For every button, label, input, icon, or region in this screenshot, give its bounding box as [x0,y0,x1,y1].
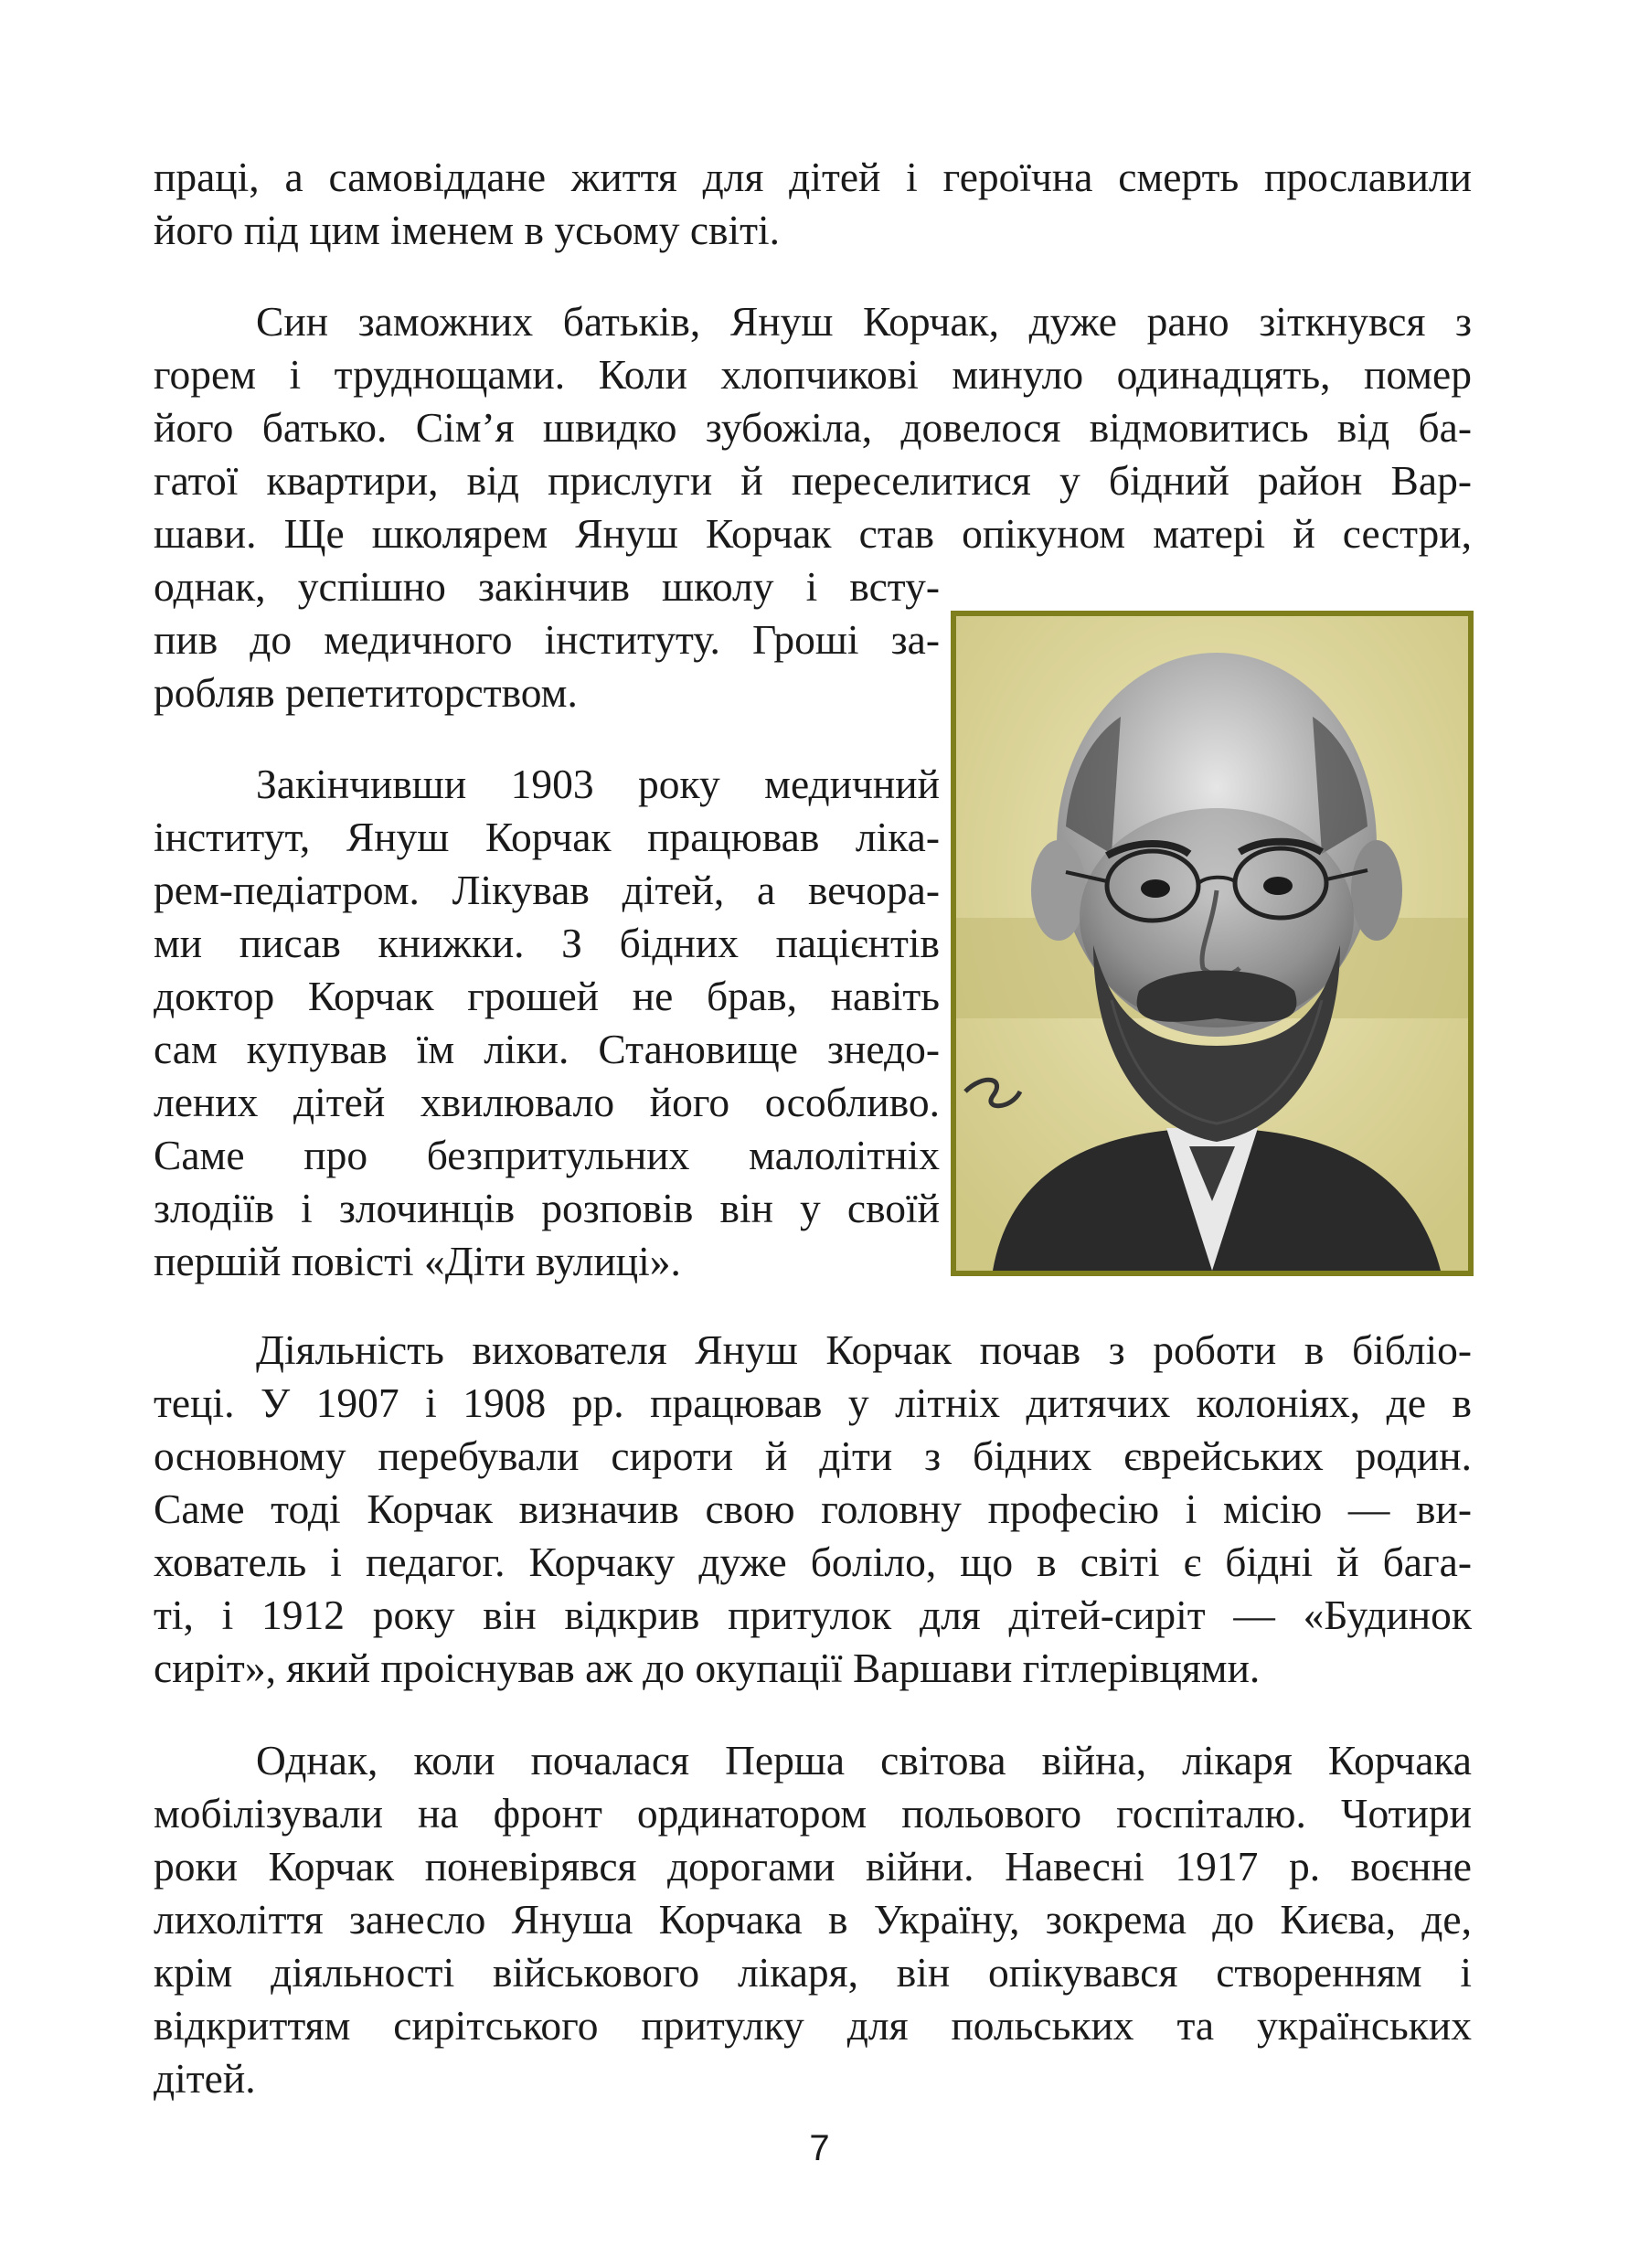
text-line: Саме про безпритульних малолітніх [154,1132,940,1178]
text-line: хователь і педагог. Корчаку дуже боліло, що в світі є бідні й бага- [154,1539,1472,1585]
paragraph-2 [154,295,1472,560]
text-line: першій повісті «Діти вулиці». [154,1238,681,1284]
text-line: однак, успішно закінчив школу і всту- [154,563,940,610]
text-line: праці, а самовіддане життя для дітей і героїчна смерть прославили [154,154,1472,200]
text-line: його під цим іменем в усьому світі. [154,207,781,253]
text-line: Син заможних батьків, Януш Корчак, дуже рано зіткнувся з [256,298,1472,345]
portrait-photo-icon [951,611,1474,1276]
text-line: Однак, коли почалася Перша світова війна, лікаря Корчака [256,1737,1472,1784]
text-line: сиріт», який проіснував аж до окупації Варшави гітлерівцями. [154,1645,1261,1691]
text-line: пив до медичного інституту. Гроші за- [154,616,940,663]
text-line: робляв репетиторством. [154,669,578,716]
text-line: лених дітей хвилювало його особливо. [154,1079,940,1125]
text-line: Діяльність вихователя Януш Корчак почав з роботи в бібліо- [256,1326,1472,1373]
text-line: шави. Ще школярем Януш Корчак став опікуном матері й сестри, [154,510,1472,557]
text-line: роки Корчак поневірявся дорогами війни. Навесні 1917 р. воєнне [154,1843,1472,1890]
text-line: теці. У 1907 і 1908 рр. працював у літніх дитячих колоніях, де в [154,1379,1472,1426]
paragraph-3 [154,758,940,1288]
text-line: його батько. Сім’я швидко зубожіла, довелося відмовитись від ба- [154,404,1472,451]
portrait-illustration [956,616,1468,1271]
text-line: Закінчивши 1903 року медичний [256,761,940,807]
text-line: мобілізували на фронт ординатором польового госпіталю. Чотири [154,1790,1472,1837]
text-line: ми писав книжки. З бідних пацієнтів [154,920,940,966]
text-line: доктор Корчак грошей не брав, навіть [154,973,940,1019]
page-number: 7 [809,2128,830,2168]
text-line: ті, і 1912 року він відкрив притулок для дітей-сиріт — «Будинок [154,1592,1472,1638]
text-line: крім діяльності військового лікаря, він опікувався створенням і [154,1949,1472,1996]
text-line: основному перебували сироти й діти з бідних єврейських родин. [154,1432,1472,1479]
paragraph-1 [154,151,1472,257]
text-line: гатої квартири, від прислуги й переселитися у бідний район Вар- [154,457,1472,504]
text-line: рем-педіатром. Лікував дітей, а вечора- [154,867,940,913]
text-line: дітей. [154,2055,256,2102]
paragraph-4 [154,1324,1472,1695]
text-line: сам купував їм ліки. Становище знедо- [154,1026,940,1072]
text-line: Саме тоді Корчак визначив свою головну професію і місію — ви- [154,1485,1472,1532]
text-line: злодіїв і злочинців розповів він у своїй [154,1185,940,1231]
paragraph-2-narrow [154,560,940,719]
paragraph-5 [154,1734,1472,2105]
text-line: горем і труднощами. Коли хлопчикові минуло одинадцять, помер [154,351,1472,398]
text-line: лихоліття занесло Януша Корчака в Україну, зокрема до Києва, де, [154,1896,1472,1943]
text-line: відкриттям сирітського притулку для польських та українських [154,2002,1472,2049]
text-line: інститут, Януш Корчак працював ліка- [154,814,940,860]
